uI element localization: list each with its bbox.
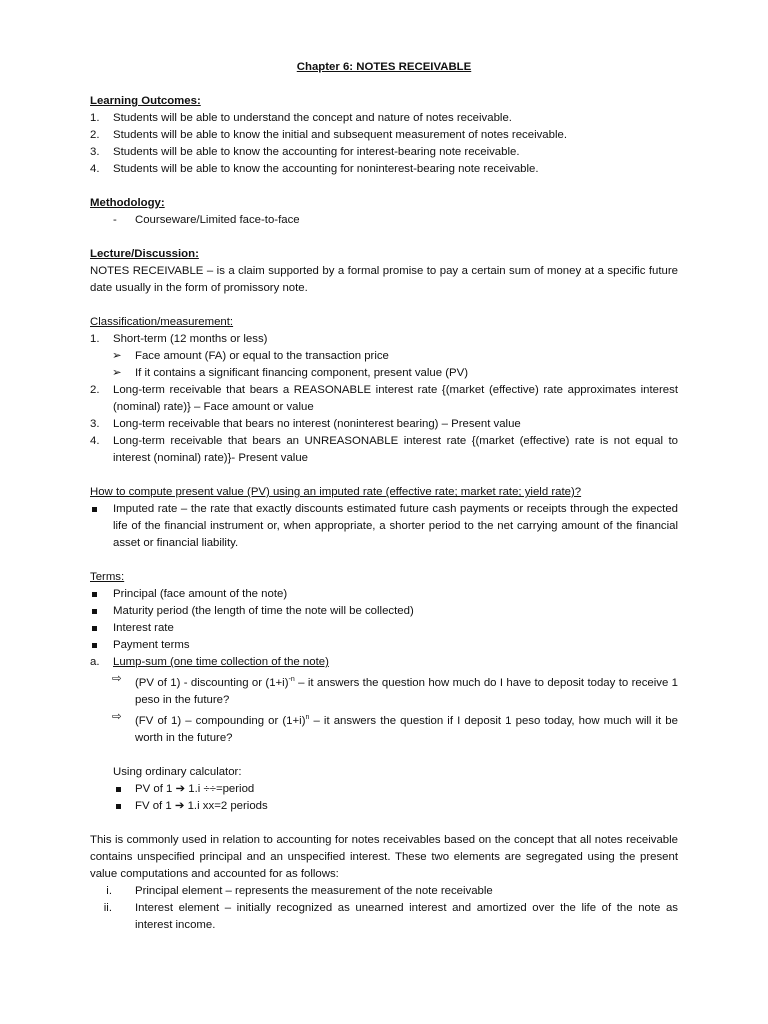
square-bullet-icon <box>92 643 97 648</box>
list-item: 4. Long-term receivable that bears an UNREASONABLE interest rate {(market (effective) rate is not equal to interest (nominal) rate)}- Present value <box>90 435 678 464</box>
list-item: ➢ Face amount (FA) or equal to the transaction price <box>90 348 678 365</box>
list-item: Imputed rate – the rate that exactly discounts estimated future cash payments or receipts through the expected life of the financial instrument or, when appropriate, a shorter period to the net carrying amount of the financial asset or financial liability. <box>90 501 678 552</box>
page-title: Chapter 6: NOTES RECEIVABLE <box>296 61 472 73</box>
list-item: a. Lump-sum (one time collection of the note) <box>90 656 329 668</box>
list-item: 2. Students will be able to know the initial and subsequent measurement of notes receivable. <box>90 129 568 141</box>
classification-heading: Classification/measurement: <box>90 316 234 328</box>
list-item: ii. Interest element – initially recognized as unearned interest and amortized over the life of the note as interest income. <box>103 901 678 931</box>
hollow-arrow-icon: ⇨ <box>112 673 122 685</box>
arrow-bullet-icon: ➢ <box>112 350 122 362</box>
square-bullet-icon <box>116 787 121 792</box>
methodology-heading: Methodology: <box>90 197 165 209</box>
square-bullet-icon <box>92 507 97 512</box>
bold-arrow-icon: ➔ <box>175 782 186 795</box>
hollow-arrow-icon: ⇨ <box>112 710 122 723</box>
list-item: 3. Long-term receivable that bears no interest (noninterest bearing) – Present value <box>90 418 521 430</box>
list-item: Interest rate <box>90 620 678 637</box>
list-item: 2. Long-term receivable that bears a REASONABLE interest rate {(market (effective) rate approximates interest (nominal) rate)} – Face amount or value <box>90 384 678 413</box>
lecture-heading: Lecture/Discussion: <box>90 248 199 260</box>
document-page <box>90 59 678 934</box>
terms-heading: Terms: <box>90 571 125 583</box>
square-bullet-icon <box>116 804 121 809</box>
bold-arrow-icon: ➔ <box>174 799 185 812</box>
list-item: ➢ If it contains a significant financing component, present value (PV) <box>90 365 678 382</box>
arrow-bullet-icon: ➢ <box>112 367 122 379</box>
square-bullet-icon <box>92 626 97 631</box>
pv-heading: How to compute present value (PV) using an imputed rate (effective rate; market rate; yield rate)? <box>90 486 582 498</box>
list-item: 1. Short-term (12 months or less) <box>90 333 268 345</box>
list-item: Payment terms <box>90 637 678 654</box>
definition-paragraph: NOTES RECEIVABLE – is a claim supported by a formal promise to pay a certain sum of money at a specific future date usually in the form of promissory note. <box>90 265 678 294</box>
list-item: Maturity period (the length of time the note will be collected) <box>90 603 678 620</box>
list-item: - Courseware/Limited face-to-face <box>113 214 300 226</box>
list-item: 3. Students will be able to know the accounting for interest-bearing note receivable. <box>90 146 520 158</box>
learning-outcomes-heading: Learning Outcomes: <box>90 95 201 107</box>
calculator-heading: Using ordinary calculator: <box>113 765 242 778</box>
closing-paragraph: This is commonly used in relation to accounting for notes receivables based on the concept that all notes receivable contains unspecified principal and an unspecified interest. These two elements are segregated using the present value computations and accounted for as follows: <box>90 833 678 880</box>
square-bullet-icon <box>92 592 97 597</box>
list-item: 1. Students will be able to understand the concept and nature of notes receivable. <box>90 112 512 124</box>
list-item: 4. Students will be able to know the accounting for noninterest-bearing note receivable. <box>90 163 539 175</box>
list-item: FV of 1 ➔ 1.i xx=2 periods <box>90 798 678 815</box>
list-item: i. Principal element – represents the measurement of the note receivable <box>106 884 493 897</box>
list-item: PV of 1 ➔ 1.i ÷÷=period <box>90 781 678 798</box>
list-item: Principal (face amount of the note) <box>90 586 678 603</box>
list-item: ⇨ (PV of 1) - discounting or $(1+i)^{-n}$ – it answers the question how much do I have to deposit today to receive 1 peso in the future? <box>112 673 678 706</box>
list-item: ⇨ (FV of 1) – compounding or $(1+i)^n$ – it answers the question if I deposit 1 peso today, how much will it be worth in the future? <box>112 710 678 744</box>
square-bullet-icon <box>92 609 97 614</box>
